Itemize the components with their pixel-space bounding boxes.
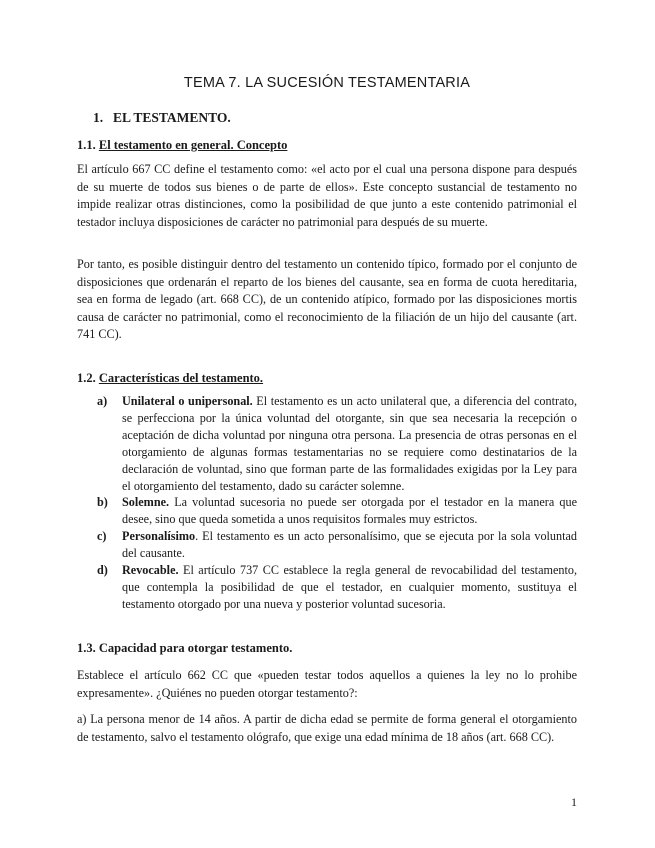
- paragraph: Establece el artículo 662 CC que «pueden testar todos aquellos a quienes la ley no lo prohibe expresamente». ¿Quiénes no pueden otorgar testamento?:: [77, 668, 577, 700]
- list-item: [97, 528, 577, 562]
- list-item: [97, 562, 577, 613]
- subsection-title: Características del testamento.: [98, 371, 264, 385]
- list-item: [97, 393, 577, 494]
- section-number: 1.: [93, 110, 104, 125]
- page-number: 1: [571, 795, 577, 809]
- subsection-number: 1.3.: [77, 641, 96, 655]
- subsection-title: Capacidad para otorgar testamento.: [98, 641, 293, 655]
- list-text: La voluntad sucesoria no puede ser otorgada por el testador en la manera que desee, sino que queda sometida a unos requisitos formales muy estrictos.: [122, 495, 577, 527]
- characteristics-list: [97, 393, 577, 613]
- subsection-heading-1-1: [77, 138, 287, 153]
- list-item: [97, 494, 577, 528]
- section-heading: [93, 110, 231, 126]
- list-marker: a): [97, 394, 108, 408]
- paragraph: Por tanto, es posible distinguir dentro del testamento un contenido típico, formado por el conjunto de disposiciones que ordenarán el reparto de los bienes del causante, sea en forma de cuota hereditaria, sea en forma de legado (art. 668 CC), de un contenido atípico, formado por las disposiciones mortis causa de carácter no patrimonial, como el reconocimiento de la filiación de un hijo del causante (art. 741 CC).: [77, 257, 577, 342]
- paragraph: El artículo 667 CC define el testamento como: «el acto por el cual una persona dispone para después de su muerte de todos sus bienes o de parte de ellos». Este concepto sustancial de testamento no impide realizar otras distinciones, como la posibilidad de que junto a este contenido patrimonial el testador incluya disposiciones de carácter no patrimonial para después de su muerte.: [77, 162, 577, 229]
- list-text: El testamento es un acto unilateral que, a diferencia del contrato, se perfecciona por la única voluntad del otorgante, sin que sea necesaria la recepción o aceptación de dicha voluntad por ninguna otra persona. La presencia de otras personas en el otorgamiento de algunas formas testamentarias no se requiere como destinatarios de la declaración de voluntad, sino que forman parte de las formalidades exigidas por la Ley para el otorgamiento del testamento, dado su carácter solemne.: [122, 394, 577, 493]
- list-marker: c): [97, 529, 107, 544]
- subsection-title: El testamento en general. Concepto: [98, 138, 288, 152]
- subsection-number: 1.1.: [77, 138, 96, 152]
- list-term: Unilateral o unipersonal.: [122, 394, 253, 408]
- subsection-heading-1-3: [77, 641, 292, 656]
- document-title: TEMA 7. LA SUCESIÓN TESTAMENTARIA: [183, 75, 471, 91]
- list-text: . El testamento es un acto personalísimo, que se ejecuta por la sola voluntad del causante.: [122, 529, 577, 561]
- list-term: Solemne.: [122, 495, 170, 510]
- list-marker: b): [97, 495, 108, 510]
- list-marker: d): [97, 563, 108, 578]
- paragraph: a) La persona menor de 14 años. A partir de dicha edad se permite de forma general el otorgamiento de testamento, salvo el testamento ológrafo, que exige una edad mínima de 18 años (art. 668 CC).: [77, 712, 577, 744]
- section-title: EL TESTAMENTO.: [113, 110, 231, 125]
- list-text: El artículo 737 CC establece la regla general de revocabilidad del testamento, que contempla la posibilidad de que el testador, en cualquier momento, sustituya el testamento otorgado por una nueva y posterior voluntad sucesoria.: [122, 563, 577, 611]
- subsection-heading-1-2: [77, 371, 263, 386]
- list-term: Personalísimo: [122, 529, 196, 544]
- subsection-number: 1.2.: [77, 371, 96, 385]
- list-term: Revocable.: [122, 563, 179, 578]
